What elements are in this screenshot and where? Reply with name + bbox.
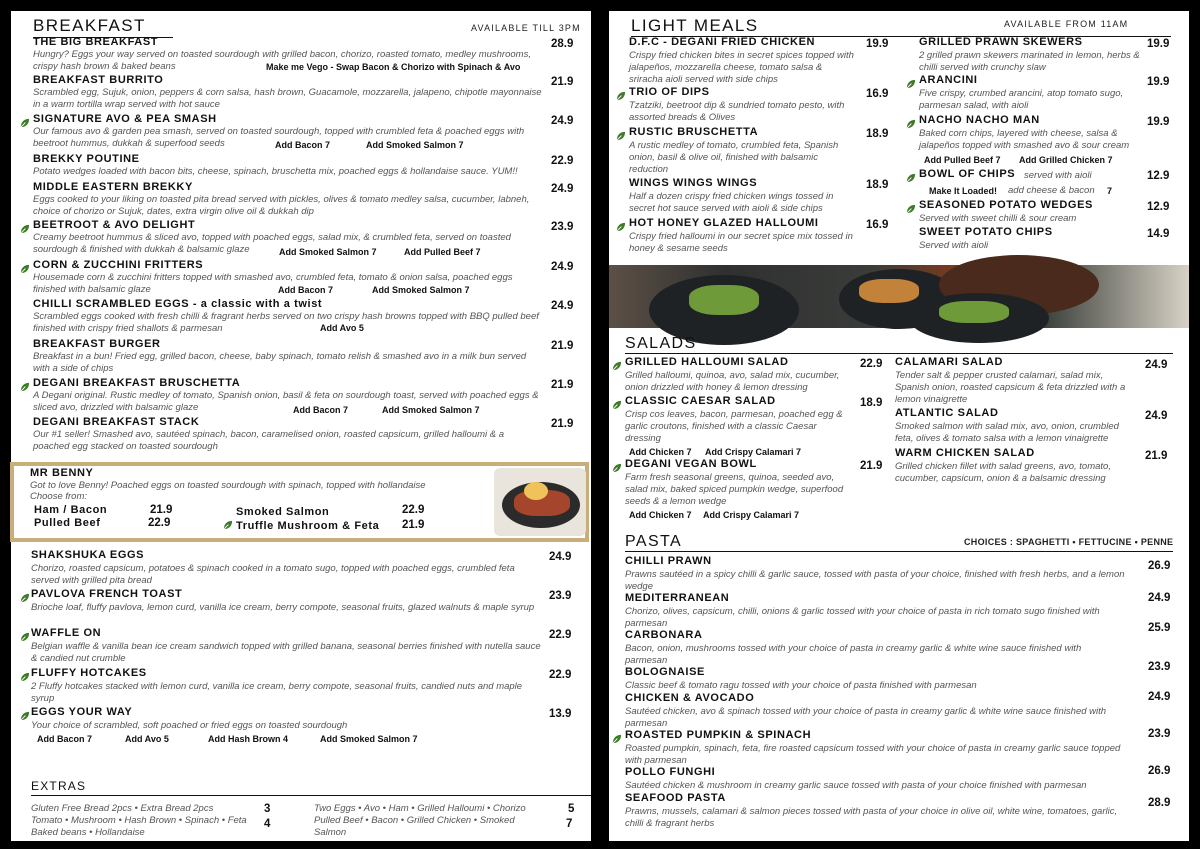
benny-title: MR BENNY xyxy=(30,467,94,479)
menu-item-price: 16.9 xyxy=(866,88,889,100)
menu-item-price: 24.9 xyxy=(551,261,574,273)
vegetarian-leaf-icon xyxy=(615,220,626,231)
menu-item-desc: Crispy fried halloumi in our secret spice mix tossed in honey & sesame seeds xyxy=(629,231,853,254)
menu-item-name: BOLOGNAISE xyxy=(625,666,705,678)
vegetarian-leaf-icon xyxy=(611,461,622,472)
menu-item-addon: Add Bacon 7 xyxy=(278,285,334,295)
vegetarian-leaf-icon xyxy=(905,171,916,182)
vegetarian-leaf-icon xyxy=(19,222,30,233)
extras-left-line: Gluten Free Bread 2pcs • Extra Bread 2pcs xyxy=(31,803,214,814)
vegetarian-leaf-icon xyxy=(611,359,622,370)
menu-item-addon: Add Crispy Calamari 7 xyxy=(705,447,802,457)
menu-item-desc: Chorizo, olives, capsicum, chilli, onions & garlic tossed with your choice of pasta in rich tomato sugo finished with parmesan xyxy=(625,606,1100,629)
menu-item-desc: Chorizo, roasted capsicum, potatoes & spinach cooked in a tomato sugo, topped with poached eggs, crumbled feta served with grilled pita bread xyxy=(31,563,515,586)
menu-item-addon: Make me Vego - Swap Bacon & Chorizo with Spinach & Avo xyxy=(266,62,521,72)
pasta-choices: CHOICES : SPAGHETTI • FETTUCINE • PENNE xyxy=(964,537,1174,547)
menu-item-desc: Classic beef & tomato ragu tossed with your choice of pasta finished with parmesan xyxy=(625,680,977,691)
menu-item-price: 23.9 xyxy=(551,221,574,233)
menu-item-desc: Our #1 seller! Smashed avo, sautéed spinach, bacon, caramelised onion, roasted capsicum, grilled halloumi & a poached egg stacked on toasted sourdough xyxy=(33,429,505,452)
menu-item-name: DEGANI BREAKFAST STACK xyxy=(33,416,200,428)
salads-title: SALADS xyxy=(625,335,697,352)
menu-item-name: BREAKFAST BURGER xyxy=(33,338,161,350)
menu-item-desc: Prawns, mussels, calamari & salmon pieces tossed with pasta of your choice in olive oil, white wine, tomatoes, garlic, chilli & fragrant herbs xyxy=(625,806,1118,829)
menu-item-addon: Add Grilled Chicken 7 xyxy=(1019,155,1113,165)
menu-item-price: 21.9 xyxy=(860,460,883,472)
menu-item-name: CHICKEN & AVOCADO xyxy=(625,692,755,704)
menu-item-price: 19.9 xyxy=(1147,116,1170,128)
menu-item-addon: Add Smoked Salmon 7 xyxy=(382,405,480,415)
vegetarian-leaf-icon xyxy=(19,116,30,127)
menu-item-note: served with aioli xyxy=(1024,170,1092,181)
menu-item-price: 16.9 xyxy=(866,219,889,231)
menu-item-name: EGGS YOUR WAY xyxy=(31,706,133,718)
menu-item-price: 21.9 xyxy=(551,418,574,430)
menu-item-name: NACHO NACHO MAN xyxy=(919,114,1040,126)
menu-item-desc: Baked corn chips, layered with cheese, salsa & jalapeños topped with smashed avo & sour cream xyxy=(919,128,1130,151)
menu-item-desc: Tzatziki, beetroot dip & sundried tomato pesto, with assorted breads & Olives xyxy=(629,100,845,123)
salads-underline xyxy=(625,353,1173,354)
benny-option: Ham / Bacon xyxy=(34,504,108,516)
menu-item-price: 28.9 xyxy=(1148,797,1171,809)
menu-item-price: 22.9 xyxy=(549,629,572,641)
menu-item-desc: Your choice of scrambled, soft poached or fried eggs on toasted sourdough xyxy=(31,720,348,731)
menu-item-price: 26.9 xyxy=(1148,560,1171,572)
menu-item-name: WAFFLE ON xyxy=(31,627,102,639)
menu-item-price: 24.9 xyxy=(1145,410,1168,422)
benny-option: Truffle Mushroom & Feta xyxy=(236,520,380,532)
menu-item-price: 12.9 xyxy=(1147,201,1170,213)
menu-item-addon: Add Bacon 7 xyxy=(275,140,331,150)
menu-item-desc: Prawns sautéed in a spicy chilli & garlic sauce, tossed with pasta of your choice, finished with fresh herbs, and a lemon wedge xyxy=(625,569,1125,592)
menu-item-name: BOWL OF CHIPS xyxy=(919,168,1016,180)
vegetarian-leaf-icon xyxy=(19,591,30,602)
menu-item-price: 24.9 xyxy=(551,115,574,127)
menu-item-desc: Farm fresh seasonal greens, quinoa, seeded avo, salad mix, baked spiced pumpkin wedge, superfood seeds & a lemon wedge xyxy=(625,472,844,507)
menu-item-addon: Add Smoked Salmon 7 xyxy=(320,734,418,744)
menu-item-price: 26.9 xyxy=(1148,765,1171,777)
benny-option-price: 22.9 xyxy=(402,504,425,516)
menu-item-name: SIGNATURE AVO & PEA SMASH xyxy=(33,113,217,125)
light-meals-availability: AVAILABLE FROM 11AM xyxy=(1004,19,1129,29)
menu-item-desc: Eggs cooked to your liking on toasted pita bread served with pickles, olives & tomato medley salsa, cucumber, labneh, choice of chorizo or Sujuk, dates, extra virgin olive oil & dukkah dip xyxy=(33,194,530,217)
mr-benny-box xyxy=(10,462,589,542)
breakfast-availability: AVAILABLE TILL 3PM xyxy=(471,23,581,33)
menu-item-price: 24.9 xyxy=(1148,691,1171,703)
menu-item-name: SEASONED POTATO WEDGES xyxy=(919,199,1093,211)
extras-left-price: 4 xyxy=(264,818,271,830)
menu-item-price: 23.9 xyxy=(549,590,572,602)
menu-item-desc: Tender salt & pepper crusted calamari, salad mix, Spanish onion, roasted capsicum & feta drizzled with a lemon vinaigrette xyxy=(895,370,1126,405)
menu-item-name: CALAMARI SALAD xyxy=(895,356,1004,368)
menu-item-desc: Housemade corn & zucchini fritters topped with smashed avo, crumbled feta, tomato & onion salsa, poached eggs finished with balsamic glaze xyxy=(33,272,513,295)
menu-item-price: 14.9 xyxy=(1147,228,1170,240)
menu-item-name: SWEET POTATO CHIPS xyxy=(919,226,1053,238)
menu-item-name: GRILLED PRAWN SKEWERS xyxy=(919,36,1083,48)
menu-item-desc: Crisp cos leaves, bacon, parmesan, poached egg & garlic croutons, finished with a classic Caesar dressing xyxy=(625,409,843,444)
menu-item-desc: Brioche loaf, fluffy pavlova, lemon curd, vanilla ice cream, berry compote, seasonal fruits, glazed walnuts & maple syrup xyxy=(31,602,535,613)
extras-underline xyxy=(31,795,591,796)
menu-item-addon: Add Smoked Salmon 7 xyxy=(372,285,470,295)
vegetarian-leaf-icon xyxy=(905,117,916,128)
menu-item-desc: 2 grilled prawn skewers marinated in lemon, herbs & chilli served with crunchy slaw xyxy=(919,50,1140,73)
menu-item-price: 24.9 xyxy=(1145,359,1168,371)
extras-left-price: 3 xyxy=(264,803,271,815)
menu-item-addon: Add Hash Brown 4 xyxy=(208,734,289,744)
menu-item-price: 23.9 xyxy=(1148,728,1171,740)
menu-item-price: 18.9 xyxy=(866,128,889,140)
menu-item-addon-price: 7 xyxy=(1107,186,1113,196)
menu-item-desc: 2 Fluffy hotcakes stacked with lemon curd, vanilla ice cream, berry compote, seasonal fruits, candied nuts and maple syrup xyxy=(31,681,523,704)
menu-item-name: BEETROOT & AVO DELIGHT xyxy=(33,219,196,231)
menu-item-desc: Breakfast in a bun! Fried egg, grilled bacon, cheese, baby spinach, tomato relish & smashed avo in a milk bun served with a side of chips xyxy=(33,351,527,374)
menu-item-name: TRIO OF DIPS xyxy=(629,86,710,98)
menu-item-price: 12.9 xyxy=(1147,170,1170,182)
menu-item-name: ATLANTIC SALAD xyxy=(895,407,999,419)
benny-dish-photo xyxy=(494,468,586,536)
vegetarian-leaf-icon xyxy=(905,77,916,88)
menu-item-desc: A Degani original. Rustic medley of tomato, Spanish onion, basil & feta on sourdough toast, served with poached eggs & sliced avo, drizzled with balsamic glaze xyxy=(33,390,539,413)
menu-item-addon: Add Avo 5 xyxy=(320,323,364,333)
menu-item-note: add cheese & bacon xyxy=(1008,185,1095,196)
menu-item-desc: Smoked salmon with salad mix, avo, onion, crumbled feta, olives & tomato salsa with a lemon vinaigrette xyxy=(895,421,1119,444)
menu-item-price: 18.9 xyxy=(866,179,889,191)
menu-item-price: 24.9 xyxy=(551,300,574,312)
benny-option-price: 22.9 xyxy=(148,517,171,529)
extras-right-line: Two Eggs • Avo • Ham • Grilled Halloumi • Chorizo xyxy=(314,803,526,814)
benny-desc: Got to love Benny! Poached eggs on toasted sourdough with spinach, topped with hollandaise xyxy=(30,480,426,491)
vegetarian-leaf-icon xyxy=(615,129,626,140)
menu-item-name: BREAKFAST BURRITO xyxy=(33,74,164,86)
vegetarian-leaf-icon xyxy=(611,398,622,409)
menu-item-addon: Add Avo 5 xyxy=(125,734,169,744)
benny-option-price: 21.9 xyxy=(402,519,425,531)
menu-item-addon: Add Pulled Beef 7 xyxy=(924,155,1001,165)
menu-item-desc: Grilled chicken fillet with salad greens, avo, tomato, cucumber, capsicum, onion & a balsamic dressing xyxy=(895,461,1111,484)
menu-item-name: ROASTED PUMPKIN & SPINACH xyxy=(625,729,812,741)
menu-item-name: CHILLI PRAWN xyxy=(625,555,712,567)
benny-choose: Choose from: xyxy=(30,491,88,502)
menu-item-name: GRILLED HALLOUMI SALAD xyxy=(625,356,789,368)
vegetarian-leaf-icon xyxy=(19,709,30,720)
menu-item-name: SEAFOOD PASTA xyxy=(625,792,726,804)
menu-item-addon: Add Crispy Calamari 7 xyxy=(703,510,800,520)
breakfast-title: BREAKFAST xyxy=(33,16,146,35)
menu-item-name: RUSTIC BRUSCHETTA xyxy=(629,126,759,138)
vegetarian-leaf-icon xyxy=(19,262,30,273)
vegetarian-leaf-icon xyxy=(19,670,30,681)
menu-item-price: 22.9 xyxy=(860,358,883,370)
menu-item-name: WINGS WINGS WINGS xyxy=(629,177,758,189)
menu-item-name: DEGANI BREAKFAST BRUSCHETTA xyxy=(33,377,241,389)
menu-item-price: 19.9 xyxy=(1147,38,1170,50)
menu-item-price: 24.9 xyxy=(1148,592,1171,604)
menu-item-desc: Served with aioli xyxy=(919,240,989,251)
menu-item-price: 18.9 xyxy=(860,397,883,409)
menu-item-desc: Served with sweet chilli & sour cream xyxy=(919,213,1077,224)
benny-option-price: 21.9 xyxy=(150,504,173,516)
menu-item-desc: Scrambled egg, Sujuk, onion, peppers & corn salsa, hash brown, Guacamole, mozzarella, jalapeno, chipotle mayonnaise in a warm tortilla wrap served with hot sauce xyxy=(33,87,542,110)
menu-item-desc: A rustic medley of tomato, crumbled feta, Spanish onion, basil & olive oil, finished with balsamic reduction xyxy=(629,140,839,175)
extras-right-line: Salmon xyxy=(314,827,347,838)
menu-item-name: MIDDLE EASTERN BREKKY xyxy=(33,181,193,193)
menu-item-name: CORN & ZUCCHINI FRITTERS xyxy=(33,259,204,271)
menu-item-addon: Add Smoked Salmon 7 xyxy=(279,247,377,257)
menu-item-price: 22.9 xyxy=(551,155,574,167)
menu-item-addon: Add Bacon 7 xyxy=(37,734,93,744)
food-banner-image xyxy=(609,265,1189,328)
extras-right-price: 7 xyxy=(566,818,573,830)
extras-right-price: 5 xyxy=(568,803,575,815)
vegetarian-leaf-icon xyxy=(19,630,30,641)
menu-item-name: HOT HONEY GLAZED HALLOUMI xyxy=(629,217,819,229)
vegetarian-leaf-icon xyxy=(19,380,30,391)
menu-item-name: WARM CHICKEN SALAD xyxy=(895,447,1035,459)
menu-item-price: 19.9 xyxy=(1147,76,1170,88)
extras-right-line: Pulled Beef • Bacon • Grilled Chicken • Smoked xyxy=(314,815,515,826)
menu-item-desc: Five crispy, crumbed arancini, atop tomato sugo, parmesan salad, with aioli xyxy=(919,88,1124,111)
menu-item-desc: Bacon, onion, mushrooms tossed with your choice of pasta in creamy garlic & white wine sauce finished with parmesan xyxy=(625,643,1082,666)
extras-title: EXTRAS xyxy=(31,779,87,793)
pasta-title: PASTA xyxy=(625,533,683,550)
light-meals-title: LIGHT MEALS xyxy=(631,16,759,35)
menu-item-price: 21.9 xyxy=(551,379,574,391)
menu-item-price: 25.9 xyxy=(1148,622,1171,634)
benny-option: Pulled Beef xyxy=(34,517,101,529)
menu-item-name: THE BIG BREAKFAST xyxy=(33,36,159,48)
menu-item-name: MEDITERRANEAN xyxy=(625,592,730,604)
menu-item-addon: Add Chicken 7 xyxy=(629,510,692,520)
menu-item-price: 21.9 xyxy=(1145,450,1168,462)
extras-left-line: Baked beans • Hollandaise xyxy=(31,827,145,838)
vegetarian-leaf-icon xyxy=(222,520,233,531)
menu-item-desc: Crispy fried chicken bites in secret spices topped with jalapeños, mozzarella cheese, tomato salsa & sriracha aioli served with side chips xyxy=(629,50,854,85)
menu-item-price: 13.9 xyxy=(549,708,572,720)
menu-item-desc: Belgian waffle & vanilla bean ice cream sandwich topped with grilled banana, seasonal berries finished with nutella sauce & candied nut crumble xyxy=(31,641,541,664)
menu-item-name: SHAKSHUKA EGGS xyxy=(31,549,145,561)
menu-item-desc: Potato wedges loaded with bacon bits, cheese, spinach, bruschetta mix, poached eggs & hollandaise sauce. YUM!! xyxy=(33,166,518,177)
vegetarian-leaf-icon xyxy=(611,732,622,743)
vegetarian-leaf-icon xyxy=(615,89,626,100)
menu-item-name: PAVLOVA FRENCH TOAST xyxy=(31,588,183,600)
menu-item-desc: Creamy beetroot hummus & sliced avo, topped with poached eggs, salad mix, & crumbled feta, served on toasted sourdough & finished with dukkah & balsamic glaze xyxy=(33,232,511,255)
menu-item-desc: Grilled halloumi, quinoa, avo, salad mix, cucumber, onion drizzled with honey & lemon dressing xyxy=(625,370,840,393)
menu-item-price: 21.9 xyxy=(551,76,574,88)
menu-item-addon: Add Smoked Salmon 7 xyxy=(366,140,464,150)
menu-item-name: POLLO FUNGHI xyxy=(625,766,716,778)
menu-item-name: ARANCINI xyxy=(919,74,978,86)
vegetarian-leaf-icon xyxy=(905,202,916,213)
menu-item-price: 19.9 xyxy=(866,38,889,50)
menu-item-desc: Hungry? Eggs your way served on toasted sourdough with grilled bacon, chorizo, roasted tomato, medley mushrooms, crispy hash brown & baked beans xyxy=(33,49,531,72)
menu-item-desc: Sautéed chicken, avo & spinach tossed with your choice of pasta in creamy garlic & white wine sauce finished with parmesan xyxy=(625,706,1107,729)
menu-item-desc: Our famous avo & garden pea smash, served on toasted sourdough, topped with crumbled feta & poached eggs with beetroot hummus, dukkah & superfood seeds xyxy=(33,126,525,149)
menu-item-name: CLASSIC CAESAR SALAD xyxy=(625,395,776,407)
menu-item-desc: Roasted pumpkin, spinach, feta, fire roasted capsicum tossed with your choice of pasta in creamy garlic sauce topped with parmesan xyxy=(625,743,1121,766)
menu-item-name: CHILLI SCRAMBLED EGGS - a classic with a twist xyxy=(33,298,323,310)
menu-item-addon: Make It Loaded! xyxy=(929,186,998,196)
menu-item-price: 24.9 xyxy=(551,183,574,195)
menu-item-addon: Add Chicken 7 xyxy=(629,447,692,457)
menu-item-name: BREKKY POUTINE xyxy=(33,153,140,165)
pasta-underline xyxy=(625,551,1173,552)
menu-item-price: 23.9 xyxy=(1148,661,1171,673)
menu-item-desc: Half a dozen crispy fried chicken wings tossed in secret hot sauce served with aioli & side chips xyxy=(629,191,834,214)
menu-item-name: DEGANI VEGAN BOWL xyxy=(625,458,757,470)
menu-item-desc: Sautéed chicken & mushroom in creamy garlic sauce tossed with pasta of your choice finished with parmesan xyxy=(625,780,1087,791)
extras-left-line: Tomato • Mushroom • Hash Brown • Spinach • Feta xyxy=(31,815,247,826)
benny-option: Smoked Salmon xyxy=(236,506,330,518)
menu-item-price: 21.9 xyxy=(551,340,574,352)
menu-item-desc: Scrambled eggs cooked with fresh chilli & fragrant herbs served on two crispy hash browns topped with BBQ pulled beef finished with crispy fried shallots & parmesan xyxy=(33,311,539,334)
menu-item-name: FLUFFY HOTCAKES xyxy=(31,667,147,679)
menu-item-addon: Add Pulled Beef 7 xyxy=(404,247,481,257)
menu-item-price: 24.9 xyxy=(549,551,572,563)
menu-item-addon: Add Bacon 7 xyxy=(293,405,349,415)
menu-item-price: 28.9 xyxy=(551,38,574,50)
menu-item-price: 22.9 xyxy=(549,669,572,681)
menu-item-name: D.F.C - DEGANI FRIED CHICKEN xyxy=(629,36,816,48)
menu-item-name: CARBONARA xyxy=(625,629,703,641)
